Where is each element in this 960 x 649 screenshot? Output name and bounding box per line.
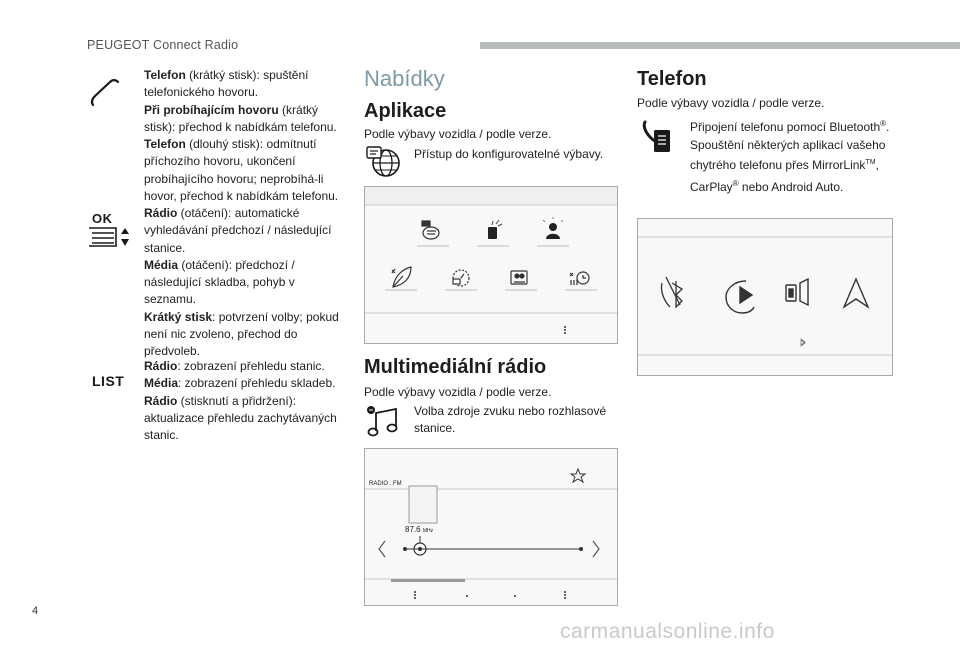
phone-screen-illustration [637, 218, 893, 376]
bluetooth-phone-icon [661, 277, 682, 307]
radio-frequency: 87.6 MHz [405, 525, 434, 534]
mirrorlink-icon [786, 279, 808, 305]
ok-label: OK [92, 211, 113, 226]
contacts-card-icon [511, 271, 527, 284]
heading-telefon: Telefon [637, 68, 707, 90]
entry-ok-knob: Rádio (otáčení): automatické vyhledávání předchozí / následující stanice. Média (otáčení): předchozí / následující skladba, pohyb v seznamu. Krátký stisk: potvrzení volby; pokud není nic zvoleno, přechod do předvoleb. [144, 206, 339, 359]
messages-app-icon [422, 221, 439, 239]
section-heading-nabidky: Nabídky [364, 66, 445, 91]
watermark: carmanualsonline.info [560, 620, 775, 643]
apps-screen-illustration [364, 186, 618, 344]
header-bar [480, 42, 960, 49]
apps-globe-icon [366, 144, 402, 178]
apps-description: Přístup do konfigurovatelné výbavy. [414, 147, 604, 161]
favorite-star-icon [571, 469, 585, 482]
entry-telefon-button: Telefon (krátký stisk): spuštění telefonického hovoru. Při probíhajícím hovoru (krátký stisk): přechod k nabídkám telefonu. Telefon (dlouhý stisk): odmítnutí příchozího hovoru, ukončení probíhajícího hovoru; neprobíhá-li hovor, přechod k nabídkám telefonu. [144, 68, 339, 204]
apps-variant-note: Podle výbavy vozidla / podle verze. [364, 127, 552, 141]
carplay-play-icon [726, 281, 754, 313]
radio-description: Volba zdroje zvuku nebo rozhlasové stanice. [414, 404, 607, 435]
android-auto-icon [844, 279, 868, 307]
driver-profile-icon [543, 217, 563, 239]
running-header: PEUGEOT Connect Radio [87, 38, 239, 52]
list-label: LIST [92, 373, 125, 389]
music-note-icon [366, 404, 402, 440]
entry-list-button: Rádio: zobrazení přehledu stanic. Média: zobrazení přehledu skladeb. Rádio (stisknutí a přidržení): aktualizace přehledu zachytávaných stanic. [144, 359, 337, 443]
radio-band-label: RADIO . FM [369, 481, 402, 487]
radio-screen-illustration [364, 448, 618, 606]
radio-variant-note: Podle výbavy vozidla / podle verze. [364, 385, 552, 399]
phone-handset-icon [88, 78, 122, 108]
telefon-description: Připojení telefonu pomocí Bluetooth®. Spouštění některých aplikací vašeho chytrého telefonu přes MirrorLink™, CarPlay® nebo Android Auto. [690, 119, 890, 194]
settings-gauge-icon [453, 270, 469, 286]
page-number: 4 [32, 605, 39, 617]
bluetooth-small-icon [801, 339, 805, 346]
phone-book-icon [642, 118, 674, 154]
heading-multimedialni-radio: Multimediální rádio [364, 356, 547, 378]
telefon-variant-note: Podle výbavy vozidla / podle verze. [637, 96, 825, 110]
hand-app-icon [488, 220, 502, 239]
eco-leaf-icon [392, 267, 411, 287]
rotary-list-icon [88, 226, 132, 248]
climate-timer-icon [570, 272, 589, 285]
heading-aplikace: Aplikace [364, 100, 447, 122]
